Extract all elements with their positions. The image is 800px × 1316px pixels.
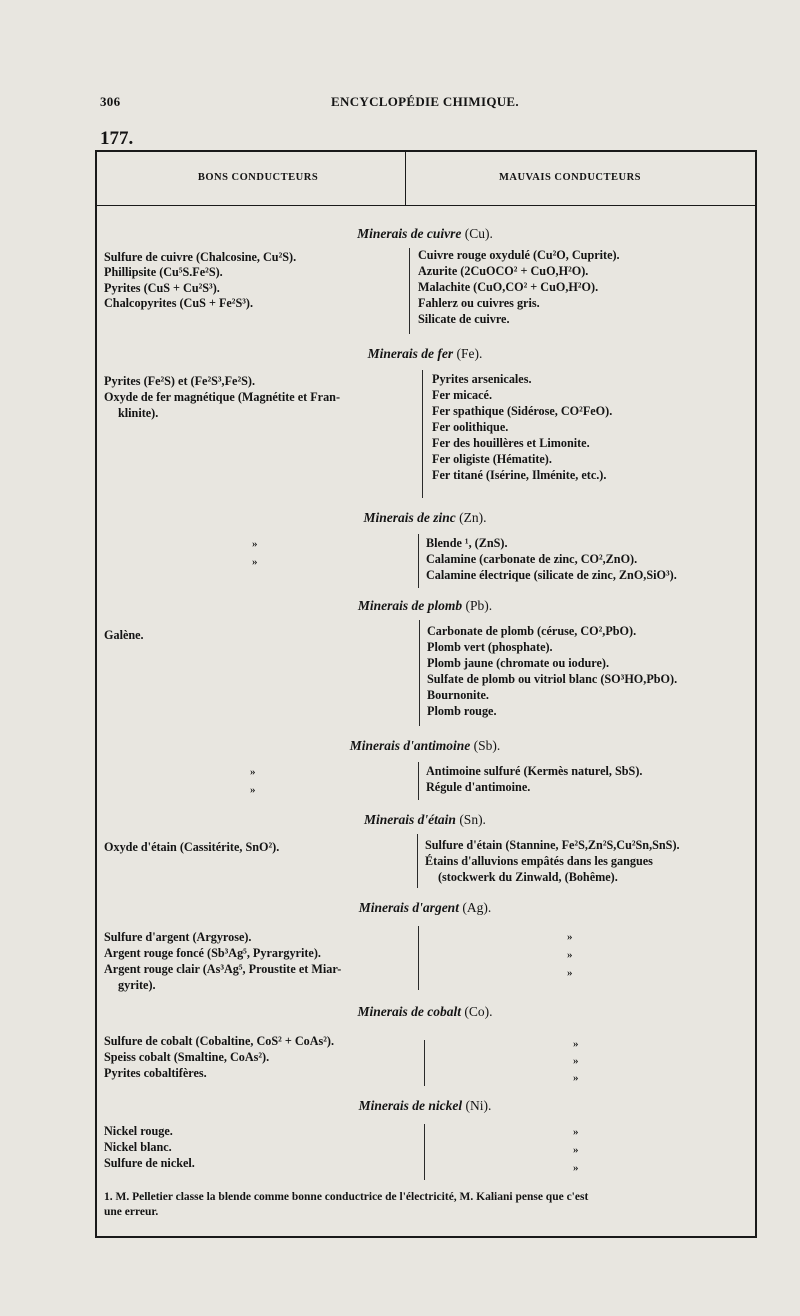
group-symbol: (Fe).: [456, 346, 483, 361]
group-title-fer: [100, 346, 750, 362]
running-title: ENCYCLOPÉDIE CHIMIQUE.: [331, 94, 519, 109]
group-title-cobalt: [100, 1004, 750, 1020]
left-entry: Speiss cobalt (Smaltine, CoAs²).: [104, 1050, 270, 1064]
right-entry: Sulfure d'étain (Stannine, Fe²S,Zn²S,Cu²Sn,SnS).: [425, 838, 680, 852]
header-rule: [97, 205, 755, 206]
page-number: 306: [100, 94, 121, 109]
group-symbol: (Sb).: [473, 738, 501, 753]
ditto-mark: »: [252, 556, 258, 568]
ditto-mark: »: [567, 967, 573, 979]
right-entry: Fer oolithique.: [432, 420, 509, 434]
group-title-nickel: [100, 1098, 750, 1114]
ditto-mark: »: [573, 1038, 579, 1050]
right-entry: Plomb jaune (chromate ou iodure).: [427, 656, 610, 670]
row-divider: [409, 248, 410, 334]
right-entry: Malachite (CuO,CO² + CuO,H²O).: [418, 280, 599, 294]
left-entry: Argent rouge clair (As³Ag⁵, Proustite et Miar-: [104, 962, 342, 976]
group-title-argent: [100, 900, 750, 916]
left-entry: Pyrites (CuS + Cu²S³).: [104, 281, 220, 295]
group-symbol: (Pb).: [465, 598, 493, 613]
column-header-bad-conductors: MAUVAIS CONDUCTEURS: [498, 172, 642, 183]
ditto-mark: »: [250, 766, 256, 778]
left-entry: Sulfure de nickel.: [104, 1156, 195, 1170]
right-entry: Silicate de cuivre.: [418, 312, 510, 326]
row-divider: [419, 620, 420, 726]
ditto-mark: »: [567, 949, 573, 961]
left-entry: Nickel blanc.: [104, 1140, 172, 1154]
right-entry: Fer spathique (Sidérose, CO²FeO).: [432, 404, 613, 418]
group-symbol: (Sn).: [459, 812, 486, 827]
group-name: Minerais de plomb: [357, 598, 463, 613]
footnote-line: 1. M. Pelletier classe la blende comme bonne conductrice de l'électricité, M. Kaliani pense que c'est: [104, 1191, 589, 1203]
group-title-cuivre: [100, 226, 750, 242]
left-entry: Argent rouge foncé (Sb³Ag⁵, Pyrargyrite).: [104, 946, 321, 960]
right-entry: (stockwerk du Zinwald, (Bohême).: [438, 870, 618, 884]
left-entry: Sulfure de cuivre (Chalcosine, Cu²S).: [104, 250, 297, 264]
left-entry: Nickel rouge.: [104, 1124, 173, 1138]
left-entry: Oxyde d'étain (Cassitérite, SnO²).: [104, 840, 280, 854]
right-entry: Bournonite.: [427, 688, 489, 702]
right-entry: Fer oligiste (Hématite).: [432, 452, 552, 466]
left-entry: Galène.: [104, 628, 144, 642]
right-entry: Fer titané (Isérine, Ilménite, etc.).: [432, 468, 607, 482]
row-divider: [418, 762, 419, 800]
left-entry: Phillipsite (Cu⁵S.Fe²S).: [104, 265, 223, 279]
group-name: Minerais de fer: [367, 346, 454, 361]
group-title-zinc: [100, 510, 750, 526]
group-symbol: (Ag).: [462, 900, 492, 915]
right-entry: Étains d'alluvions empâtés dans les gangues: [425, 854, 653, 868]
left-entry: Pyrites (Fe²S) et (Fe²S³,Fe²S).: [104, 374, 255, 388]
right-entry: Carbonate de plomb (céruse, CO²,PbO).: [427, 624, 637, 638]
group-name: Minerais d'argent: [358, 900, 459, 915]
left-entry: Oxyde de fer magnétique (Magnétite et Fran-: [104, 390, 341, 404]
row-divider: [417, 834, 418, 888]
ditto-mark: »: [573, 1126, 579, 1138]
right-entry: Antimoine sulfuré (Kermès naturel, SbS).: [426, 764, 643, 778]
ditto-mark: »: [567, 931, 573, 943]
ditto-mark: »: [573, 1144, 579, 1156]
group-name: Minerais de cuivre: [357, 226, 462, 241]
row-divider: [422, 370, 423, 498]
left-entry: Pyrites cobaltifères.: [104, 1066, 207, 1080]
row-divider: [424, 1124, 425, 1180]
ditto-mark: »: [573, 1072, 579, 1084]
group-symbol: (Ni).: [465, 1098, 492, 1113]
group-title-plomb: [100, 598, 750, 614]
right-entry: Calamine électrique (silicate de zinc, ZnO,SiO³).: [426, 568, 677, 582]
right-entry: Calamine (carbonate de zinc, CO²,ZnO).: [426, 552, 638, 566]
group-symbol: (Zn).: [459, 510, 487, 525]
ditto-mark: »: [250, 784, 256, 796]
right-entry: Régule d'antimoine.: [426, 780, 531, 794]
group-title-etain: [100, 812, 750, 828]
row-divider: [418, 534, 419, 588]
group-symbol: (Co).: [464, 1004, 493, 1019]
right-entry: Cuivre rouge oxydulé (Cu²O, Cuprite).: [418, 248, 620, 262]
ditto-mark: »: [252, 538, 258, 550]
row-divider: [424, 1040, 425, 1086]
group-name: Minerais de cobalt: [357, 1004, 461, 1019]
left-entry: Chalcopyrites (CuS + Fe²S³).: [104, 296, 253, 310]
footnote: [104, 1190, 744, 1220]
right-entry: Fer micacé.: [432, 388, 492, 402]
right-entry: Sulfate de plomb ou vitriol blanc (SO³HO,PbO).: [427, 672, 678, 686]
right-entry: Plomb vert (phosphate).: [427, 640, 553, 654]
column-header-good-conductors: BONS CONDUCTEURS: [197, 172, 319, 183]
left-entry: Sulfure d'argent (Argyrose).: [104, 930, 252, 944]
footnote-line: une erreur.: [104, 1206, 159, 1218]
section-number: 177.: [100, 128, 134, 149]
left-entry: klinite).: [118, 406, 159, 420]
right-entry: Pyrites arsenicales.: [432, 372, 532, 386]
right-entry: Fer des houillères et Limonite.: [432, 436, 590, 450]
right-entry: Fahlerz ou cuivres gris.: [418, 296, 540, 310]
row-divider: [418, 926, 419, 990]
group-name: Minerais de nickel: [358, 1098, 463, 1113]
ditto-mark: »: [573, 1055, 579, 1067]
group-name: Minerais d'antimoine: [349, 738, 471, 753]
ditto-mark: »: [573, 1162, 579, 1174]
group-name: Minerais d'étain: [364, 812, 456, 827]
left-entry: Sulfure de cobalt (Cobaltine, CoS² + CoAs²).: [104, 1034, 335, 1048]
right-entry: Azurite (2CuOCO² + CuO,H²O).: [418, 264, 589, 278]
group-symbol: (Cu).: [464, 226, 493, 241]
page-header: [100, 90, 750, 112]
group-name: Minerais de zinc: [363, 510, 456, 525]
left-entry: gyrite).: [118, 978, 156, 992]
right-entry: Plomb rouge.: [427, 704, 497, 718]
right-entry: Blende ¹, (ZnS).: [426, 536, 508, 550]
group-title-antimoine: [100, 738, 750, 754]
